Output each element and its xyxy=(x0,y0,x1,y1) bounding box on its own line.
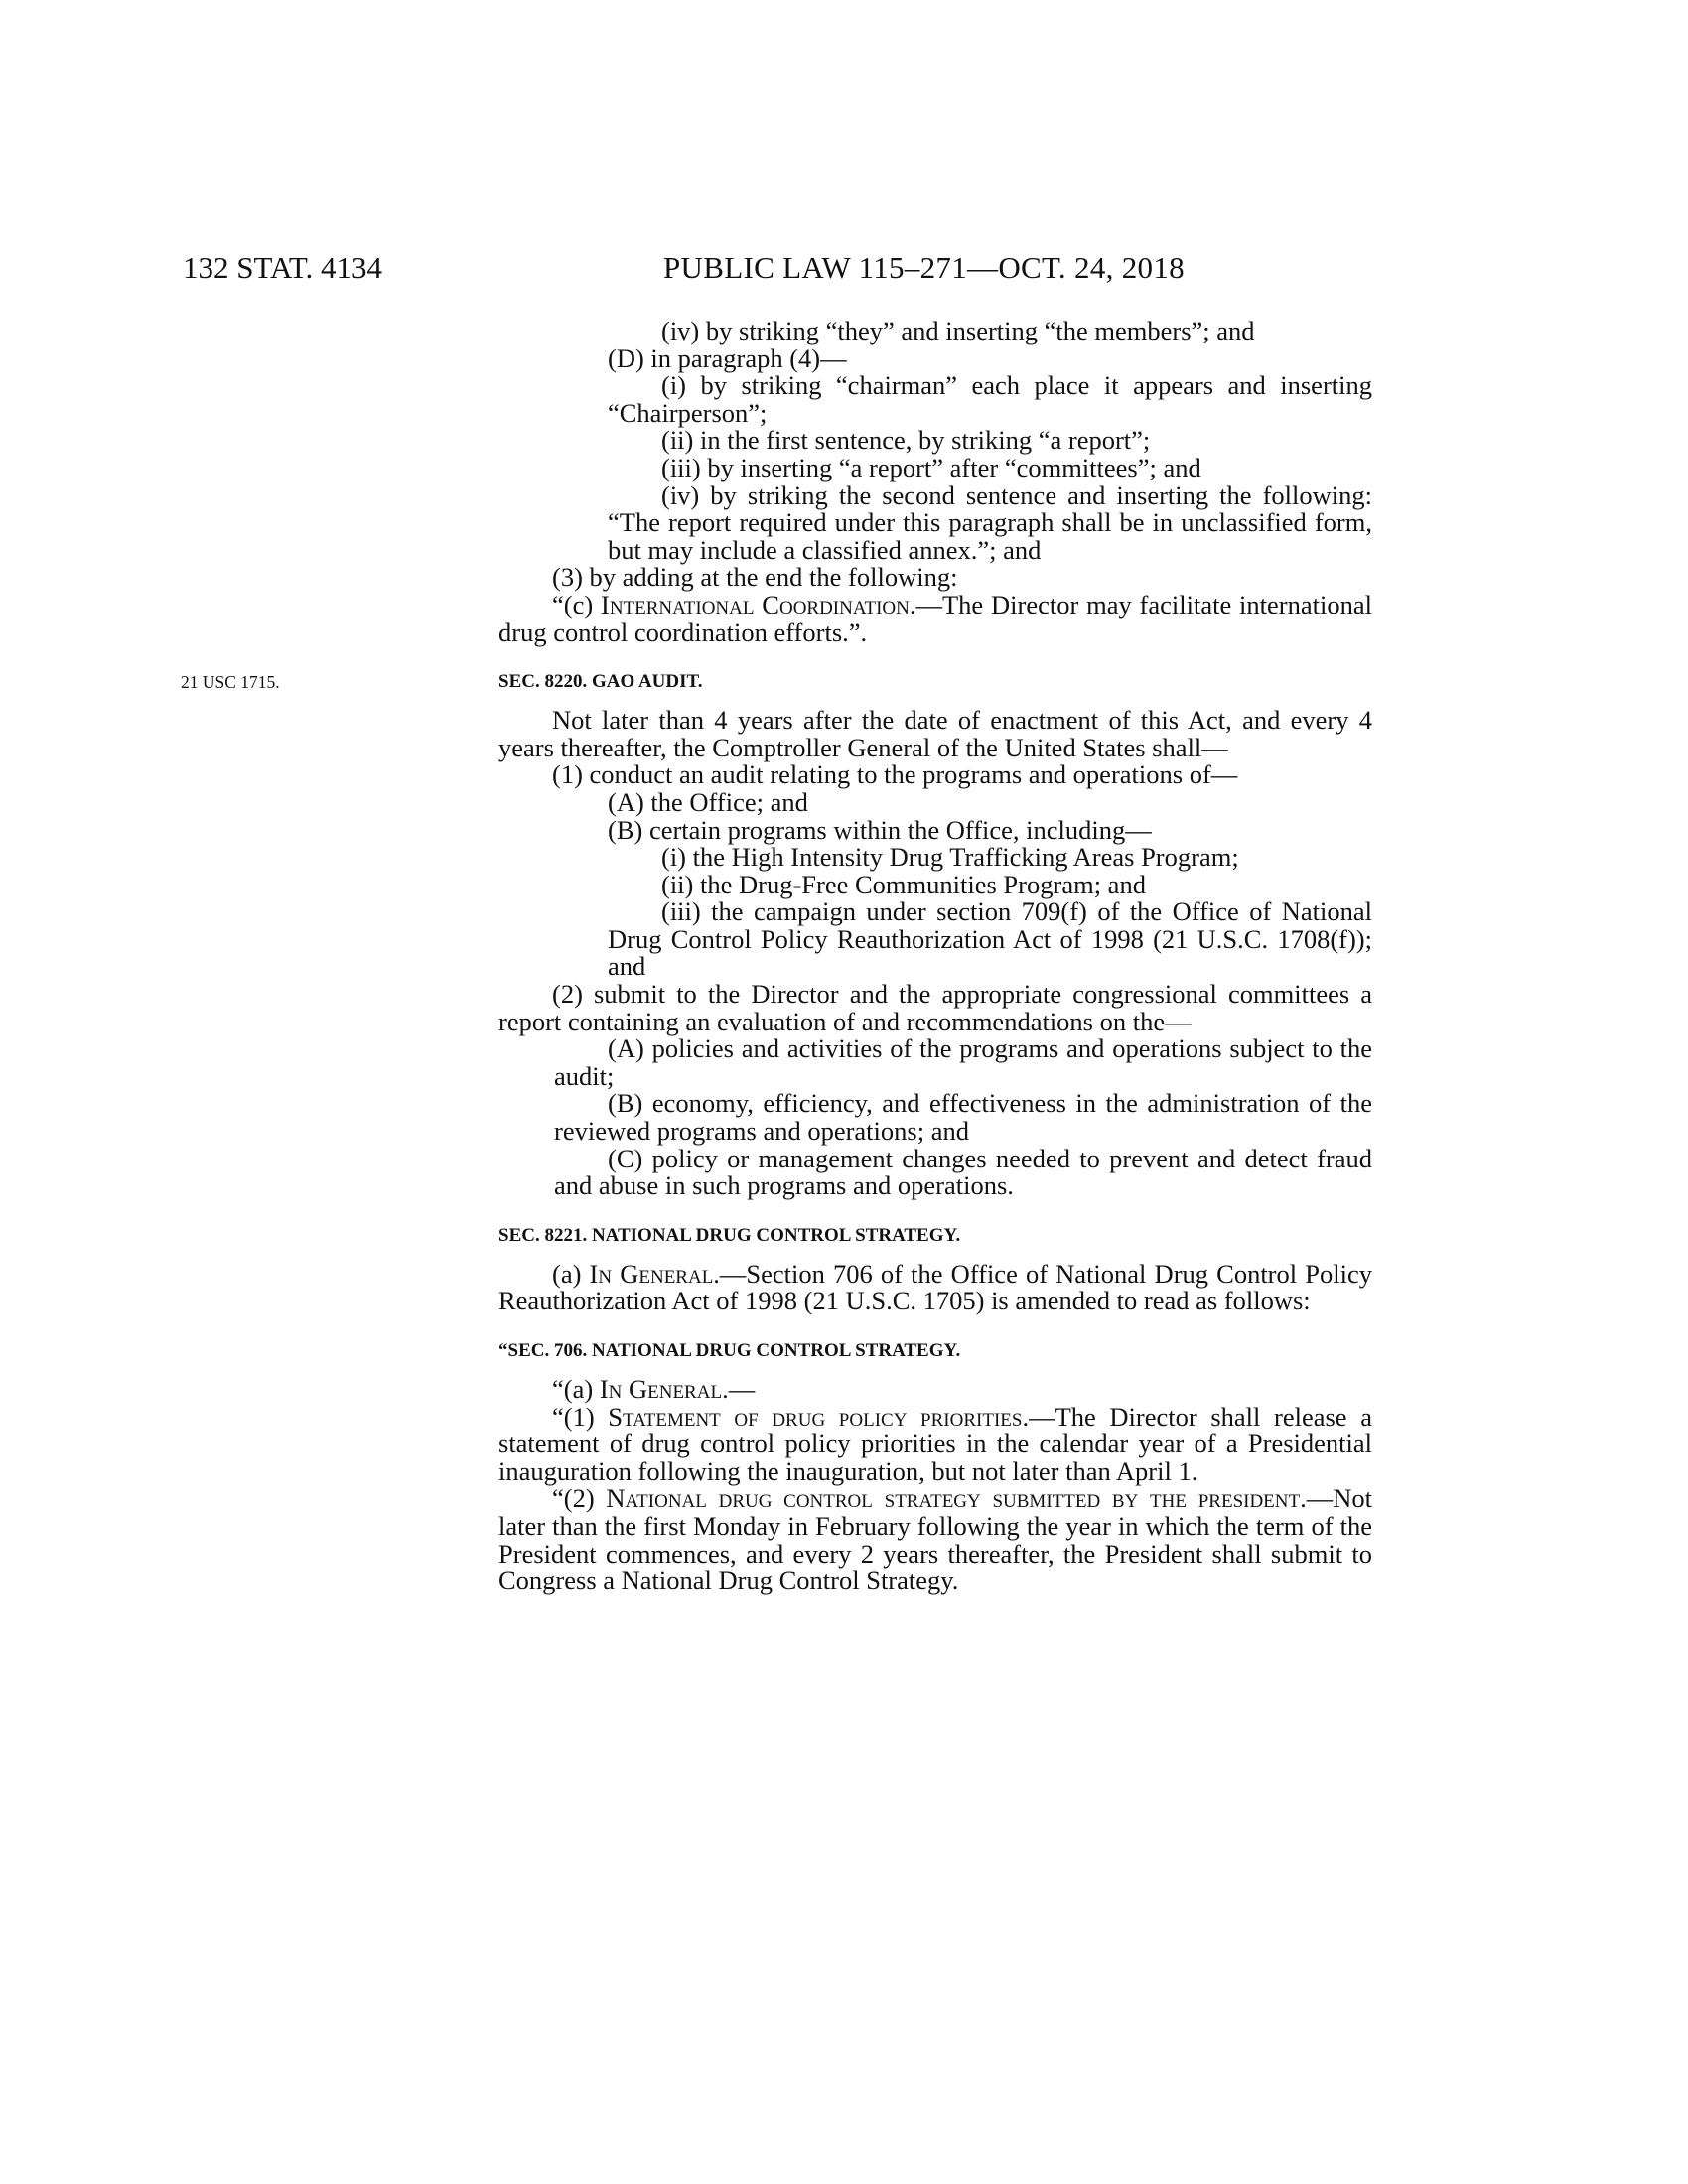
paragraph-heading: National drug control strategy submitted by the president xyxy=(606,1483,1301,1514)
paragraph: (A) the Office; and xyxy=(608,786,808,817)
paragraph: (ii) in the first sentence, by striking “a report”; xyxy=(661,425,1151,456)
paragraph-heading: In General xyxy=(599,1374,723,1404)
subsection-a: (a) In General.—Section 706 of the Office of National Drug Control Policy Reauthorization Act of 1998 (21 U.S.C. 1705) is amended to read as follows: xyxy=(498,1258,1372,1316)
paragraph-heading: International Coordination xyxy=(601,589,910,619)
paragraph: (D) in paragraph (4)— xyxy=(608,342,847,373)
paragraph: (A) policies and activities of the programs and operations subject to the audit; xyxy=(554,1033,1372,1091)
section-706-heading: “SEC. 706. NATIONAL DRUG CONTROL STRATEGY. xyxy=(498,1340,961,1361)
margin-note: 21 USC 1715. xyxy=(181,672,280,693)
paragraph: (1) conduct an audit relating to the programs and operations of— xyxy=(552,759,1238,790)
paragraph: (iv) by striking “they” and inserting “the members”; and xyxy=(661,316,1255,345)
paragraph: Not later than 4 years after the date of enactment of this Act, and every 4 years thereafter, the Comptroller General of the United States shall— xyxy=(498,705,1372,762)
running-head: PUBLIC LAW 115–271—OCT. 24, 2018 xyxy=(663,250,1185,285)
paragraph: (iv) by striking the second sentence and inserting the following: “The report required under this paragraph shall be in unclassified form, but may include a classified annex.”; and xyxy=(608,479,1372,565)
section-8221-heading: SEC. 8221. NATIONAL DRUG CONTROL STRATEGY. xyxy=(498,1224,961,1246)
paragraph-heading: Statement of drug policy priorities xyxy=(608,1401,1023,1432)
paragraph: (i) by striking “chairman” each place it appears and inserting “Chairperson”; xyxy=(608,370,1372,428)
paragraph: (iii) by inserting “a report” after “committees”; and xyxy=(661,452,1201,482)
paragraph: (B) certain programs within the Office, including— xyxy=(608,814,1152,845)
paragraph: (i) the High Intensity Drug Trafficking Areas Program; xyxy=(661,842,1239,873)
paragraph-heading: In General xyxy=(589,1258,714,1289)
page-header xyxy=(0,248,1688,288)
intl-coordination-paragraph: “(c) International Coordination.—The Director may facilitate international drug control coordination efforts.”. xyxy=(498,589,1372,647)
subsection-706-a: “(a) In General.— xyxy=(552,1374,756,1404)
paragraph: (B) economy, efficiency, and effectiveness in the administration of the reviewed programs and operations; and xyxy=(554,1088,1372,1147)
paragraph: (C) policy or management changes needed to prevent and detect fraud and abuse in such programs and operations. xyxy=(554,1143,1372,1201)
stat-citation: 132 STAT. 4134 xyxy=(183,250,383,285)
paragraph: (iii) the campaign under section 709(f) of the Office of National Drug Control Policy Reauthorization Act of 1998 (21 U.S.C. 1708(f)); and xyxy=(608,896,1372,982)
paragraph: (3) by adding at the end the following: xyxy=(552,562,958,593)
paragraph-706-a-2: “(2) National drug control strategy submitted by the president.—Not later than the first Monday in February following the year in which the term of the President commences, and every 2 years thereafter, the President shall submit to Congress a National Drug Control Strategy. xyxy=(498,1483,1372,1596)
body-column xyxy=(181,316,1372,1596)
paragraph-706-a-1: “(1) Statement of drug policy priorities.—The Director shall release a statement of drug control policy priorities in the calendar year of a Presidential inauguration following the inauguration, but not later than April 1. xyxy=(498,1401,1372,1486)
paragraph: (2) submit to the Director and the appropriate congressional committees a report containing an evaluation of and recommendations on the— xyxy=(498,979,1372,1036)
section-8220-heading: 21 USC 1715. SEC. 8220. GAO AUDIT. xyxy=(181,671,703,693)
paragraph: (ii) the Drug-Free Communities Program; and xyxy=(661,869,1146,899)
